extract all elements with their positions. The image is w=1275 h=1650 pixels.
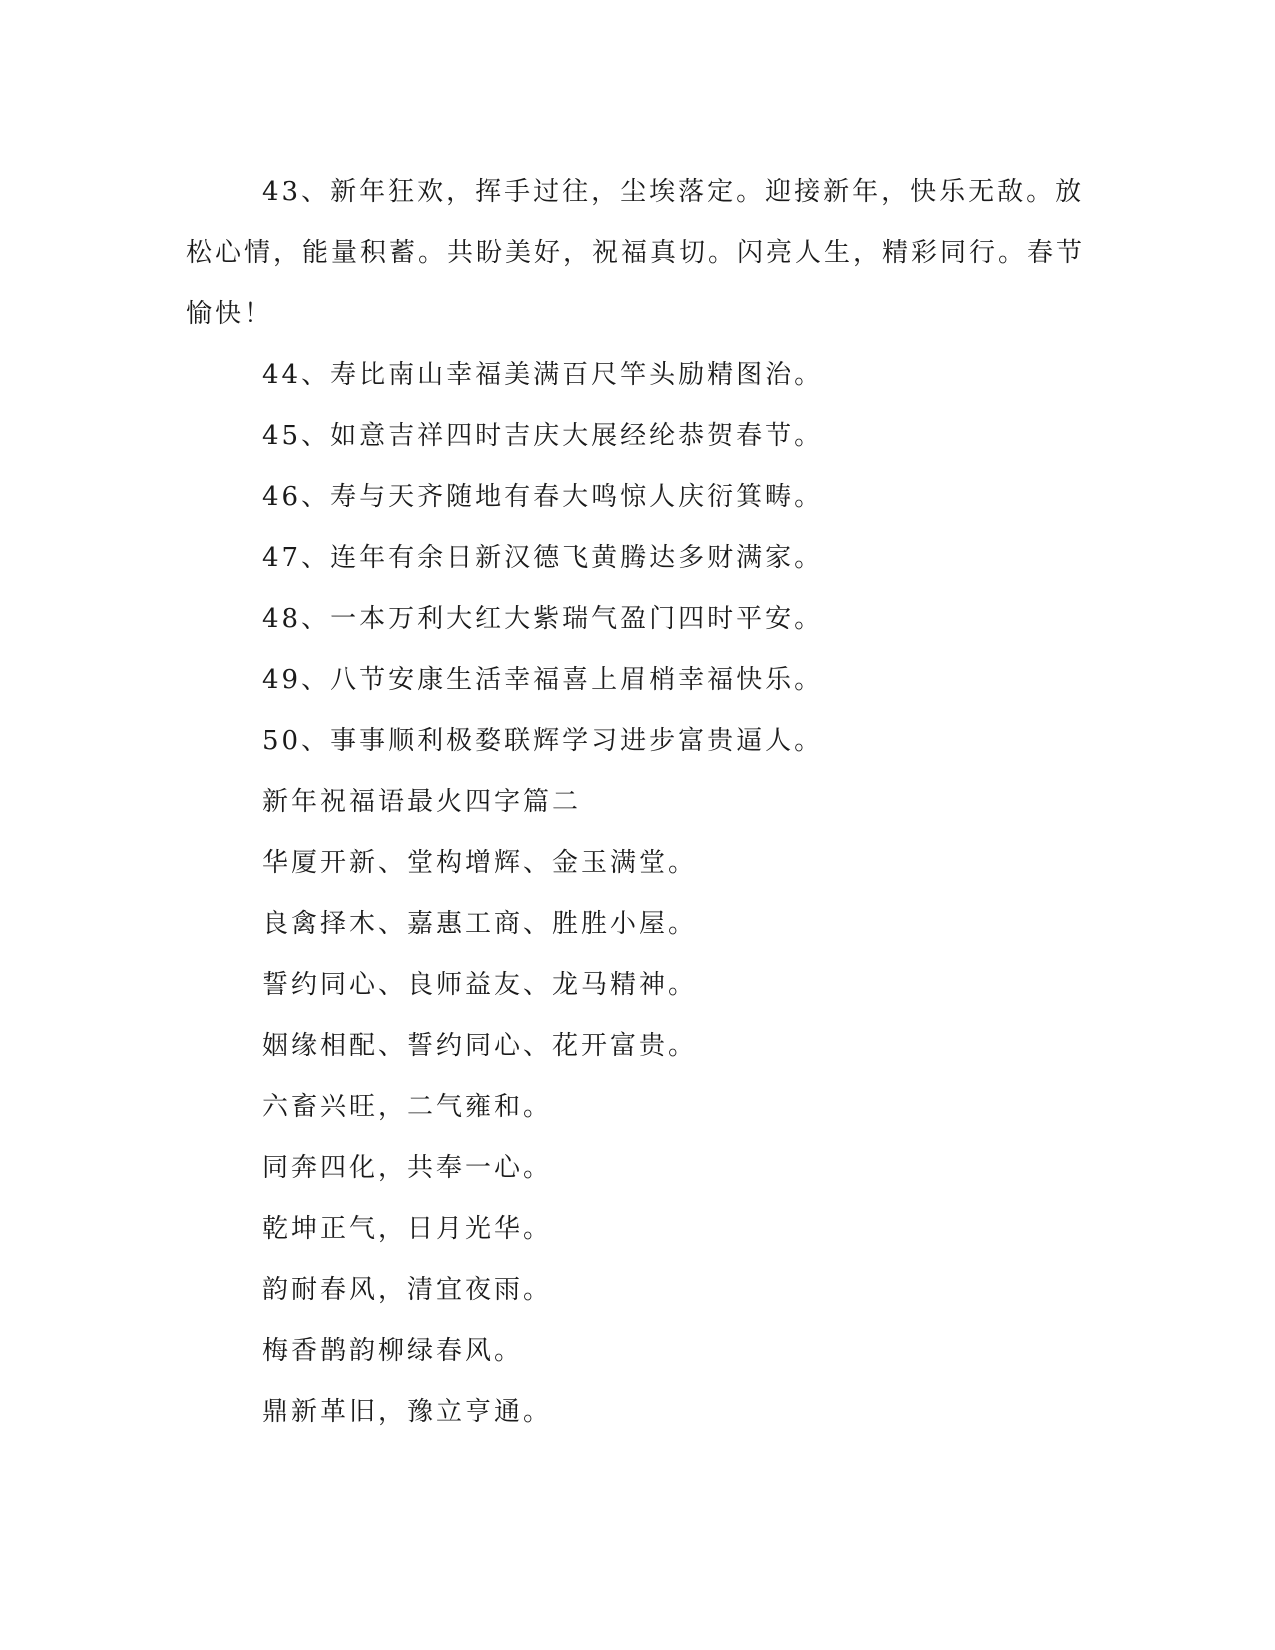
list-item: 50、事事顺利极婺联辉学习进步富贵逼人。 [262, 726, 824, 756]
phrase-line: 六畜兴旺，二气雍和。 [262, 1092, 553, 1122]
paragraph-43: 43、新年狂欢，挥手过往，尘埃落定。迎接新年，快乐无敌。放松心情，能量积蓄。共盼美好，祝福真切。闪亮人生，精彩同行。春节愉快！ [186, 177, 1086, 329]
phrase-line: 同奔四化，共奉一心。 [262, 1153, 553, 1183]
document-body [186, 162, 1086, 1443]
phrase-line: 华厦开新、堂构增辉、金玉满堂。 [262, 848, 698, 878]
phrase-line: 鼎新革旧，豫立亨通。 [262, 1397, 553, 1427]
list-item: 46、寿与天齐随地有春大鸣惊人庆衍箕畴。 [262, 482, 824, 512]
list-item: 45、如意吉祥四时吉庆大展经纶恭贺春节。 [262, 421, 824, 451]
list-item: 48、一本万利大红大紫瑞气盈门四时平安。 [262, 604, 824, 634]
phrase-line: 誓约同心、良师益友、龙马精神。 [262, 970, 698, 1000]
phrase-line: 姻缘相配、誓约同心、花开富贵。 [262, 1031, 698, 1061]
list-item: 47、连年有余日新汉德飞黄腾达多财满家。 [262, 543, 824, 573]
phrase-line: 韵耐春风，清宜夜雨。 [262, 1275, 553, 1305]
section-heading: 新年祝福语最火四字篇二 [262, 787, 582, 817]
phrase-line: 梅香鹊韵柳绿春风。 [262, 1336, 524, 1366]
phrase-line: 乾坤正气，日月光华。 [262, 1214, 553, 1244]
list-item: 49、八节安康生活幸福喜上眉梢幸福快乐。 [262, 665, 824, 695]
list-item: 44、寿比南山幸福美满百尺竿头励精图治。 [262, 360, 824, 390]
phrase-line: 良禽择木、嘉惠工商、胜胜小屋。 [262, 909, 698, 939]
